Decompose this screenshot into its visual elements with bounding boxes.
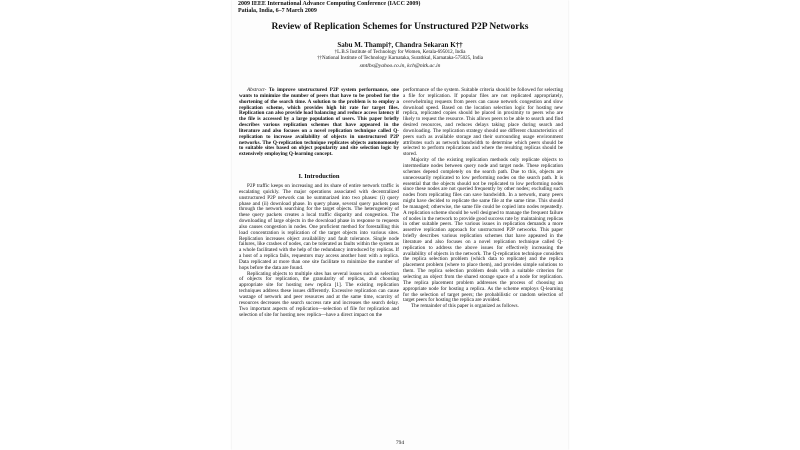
conference-location: Patiala, India, 6–7 March 2009 [238,8,317,14]
section-heading-introduction: I. Introduction [298,173,340,181]
paper-authors: Sabu M. Thampi†, Chandra Sekaran K†† [337,41,463,49]
right-paragraph-2: Majority of the existing replication methods only replicate objects to intermediate nodes between query node and target node. These replication schemes depend completely on the search path. Due to this, objects are unnecessarily replicated to low performing nodes on the search path. It is essential that the objects should not be replicated to low performing nodes since these nodes are not queried frequently by other nodes; excluding such nodes from replicating files can save bandwidth. In a network, many peers might have decided to replicate the same file at the same time. This should be managed; otherwise, the same file could be copied into nodes repeatedly. A replication scheme should be well designed to manage the frequent failure of nodes in the network to provide good success rate by maintaining replicas in other suitable peers. The various issues in replication demands a more assertive replication approach for unstructured P2P networks. This paper briefly describes various replication schemes that have appeared in the literature and also focuses on a novel replication technique called Q-replication to address the above issues for effectively increasing the availability of objects in the network. The Q-replication technique considers the replica selection problem (which data to replicate) and the replica placement problem (where to place them), and provides simple solutions to them. The replica selection problem deals with a suitable criterion for selecting an object from the shared storage space of a node for replication. The replica placement problem addresses the process of choosing an appropriate node for hosting a replica. As the scheme employs Q-learning for the selection of target peers; the probabilistic or random selection of target peers for hosting the replica are avoided. [403,157,563,304]
page-number: 794 [395,440,405,446]
paper-title: Review of Replication Schemes for Unstructured P2P Networks [271,22,529,32]
affiliation-2: ††National Institute of Technology Karnataka, Surathkal, Karnataka-575025, India [317,56,483,61]
right-margin [568,0,800,450]
left-margin [0,0,232,450]
right-paragraph-3: The remainder of this paper is organized as follows. [411,303,519,310]
conference-header [238,1,420,15]
intro-paragraph-1: P2P traffic keeps on increasing and its share of entire network traffic is escalating quickly. The major operations associated with decentralized unstructured P2P network can be summarized into two phases: (i) query phase and (ii) download phase. In query phase, several query packets pass through the network searching for the target objects. The heterogeneity of these query packets creates a local traffic disparity and congestion. The downloading of large objects in the download phase in response to requests also causes congestion in nodes. One proficient method for forestalling this load concentration is replication of the target objects into various sites. Replication increases object availability and fault tolerance. Single node failures, like crashes of nodes, can be tolerated as faults within the system as a whole facilitated with the help of the redundancy introduced by replicas. If a host of a replica fails, requestors may access another host with a replica. Data replicated at more than one site facilitate to minimize the number of hops before the data are found. [239,182,399,271]
conference-name: 2009 IEEE International Advance Computing Conference (IACC 2009) [238,1,421,7]
abstract [239,88,399,158]
abstract-text: To improve unstructured P2P system performance, one wants to minimize the number of peers that have to be probed for the shortening of the search time. A solution to the problem is to employ a replication scheme, which provides high hit rate for target files. Replication can also provide load balancing and reduce access latency if the file is accessed by a large population of users. This paper briefly describes various replication schemes that have appeared in the literature and also focuses on a novel replication technique called Q-replication to increase availability of objects in unstructured P2P networks. The Q-replication technique replicates objects autonomously to suitable sites based on object popularity and site selection logic by extensively employing Q-learning concept. [239,87,399,158]
affiliation-1: †L.B.S Institute of Technology for Women, Kerala-695012, India [334,50,466,55]
author-emails: smtlbs@yahoo.co.in, kch@nitk.ac.in [359,63,441,69]
right-column [403,88,563,310]
right-paragraph-1: performance of the system. Suitable criteria should be followed for selecting a file for replication. If popular files are not replicated appropriately, overwhelming requests from peers can cause network congestion and slow download speed. Based on the location selection logic for hosting new replica, replicated copies should be placed in proximity to peers who are likely to request the resource. This allows peers to be able to search and find desired resources, and reduces delays taking place during search and downloading. The replication strategy should use different characteristics of peers such as available storage and their surrounding usage environment attributes such as network bandwidth to determine which peers should be selected to perform replications and where the resulting replicas should be stored. [403,87,563,158]
intro-paragraph-2: Replicating objects to multiple sites has several issues such as selection of objects for replication, the granularity of replicas, and choosing appropriate site for hosting new replica [1]. The existing replication techniques address these issues differently. Excessive replication can cause wastage of network and peer resources and at the same time, scarcity of resources decreases the search success rate and increases the search delay. Two important aspects of replication—selection of file for replication and selection of site for hosting new replica—have a direct impact on the [239,270,399,318]
abstract-label: Abstract- [247,87,267,93]
left-column [239,88,399,318]
paper-page [232,0,568,450]
